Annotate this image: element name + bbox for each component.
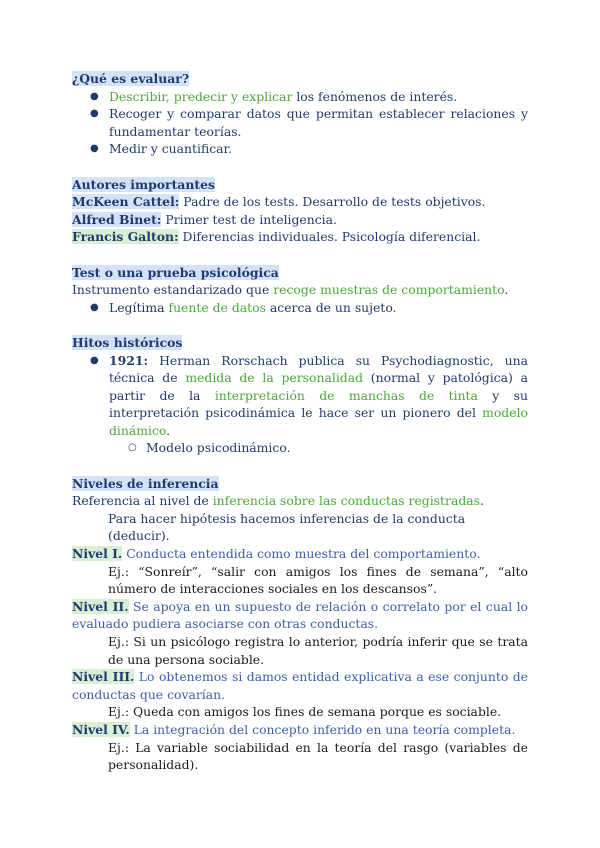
text: Modelo psicodinámico. — [146, 440, 291, 456]
highlight-text: inferencia sobre las conductas registradas — [212, 493, 481, 509]
level-label: Nivel IV. — [72, 721, 130, 737]
author-line — [72, 211, 528, 229]
item-text: Medir y cuantificar. — [109, 141, 233, 157]
document-page — [72, 70, 528, 774]
level-example: Ej.: La variable sociabilidad en la teoría del rasgo (variables de personalidad). — [108, 739, 528, 773]
highlight-text: medida de la personalidad — [185, 370, 364, 386]
list-item — [90, 105, 528, 140]
text: (normal y patológica) a partir de la — [109, 370, 528, 403]
heading-niveles: Niveles de inferencia — [72, 475, 219, 491]
sublist-item — [128, 439, 528, 457]
highlight-text: modelo dinámico — [109, 405, 528, 438]
level-example: Ej.: Si un psicólogo registra lo anterior, podría inferir que se trata de una persona sociable. — [108, 634, 528, 667]
year-label: 1921: — [109, 352, 149, 368]
bullet-icon: ● — [90, 354, 99, 366]
author-desc: Padre de los tests. Desarrollo de tests objetivos. — [179, 194, 486, 210]
circle-bullet-icon: ○ — [128, 442, 137, 454]
bullet-icon: ● — [90, 143, 99, 155]
sublist — [109, 439, 528, 457]
level-label: Nivel I. — [72, 546, 123, 562]
text: . — [504, 282, 509, 298]
level-example: Ej.: “Sonreír”, “salir con amigos los fines de semana”, “alto número de interacciones sociales en los descansos”. — [108, 563, 528, 597]
author-name: Francis Galton: — [72, 229, 179, 245]
text: Referencia al nivel de — [72, 493, 213, 509]
text: Legítima — [109, 299, 169, 315]
text: y su interpretación psicodinámica le hace ser un pionero del — [109, 387, 528, 421]
level-example: Ej.: Queda con amigos los fines de semana porque es sociable. — [108, 704, 502, 720]
bullet-icon: ● — [90, 108, 99, 120]
level-text: Lo obtenemos si damos entidad explicativa a ese conjunto de conductas que covarían. — [72, 669, 528, 702]
level-text: Se apoya en un supuesto de relación o correlato por el cual lo evaluado pudiera asociarse con otras conductas. — [72, 598, 528, 632]
heading-test: Test o una prueba psicológica — [72, 264, 279, 280]
highlight-text: interpretación de manchas de tinta — [214, 387, 478, 403]
list-item — [90, 352, 528, 458]
level-block — [72, 545, 528, 563]
author-line — [72, 228, 528, 246]
level-block — [72, 598, 528, 633]
level-label: Nivel III. — [72, 669, 135, 685]
item-text: los fenómenos de interés. — [292, 88, 458, 104]
author-desc: Diferencias individuales. Psicología diferencial. — [178, 229, 481, 245]
list-evaluar — [72, 88, 528, 158]
level-text: Conducta entendida como muestra del comportamiento. — [122, 546, 481, 562]
list-test — [72, 299, 528, 317]
highlight-text: Describir, predecir y explicar — [109, 88, 293, 104]
bullet-icon: ● — [90, 90, 99, 102]
heading-que-es-evaluar: ¿Qué es evaluar? — [72, 71, 190, 86]
level-text: La integración del concepto inferido en una teoría completa. — [129, 721, 516, 737]
text: . — [480, 493, 484, 509]
heading-autores: Autores importantes — [72, 176, 215, 192]
text: . — [166, 422, 171, 438]
niveles-ref — [72, 492, 528, 510]
list-hitos — [72, 352, 528, 458]
level-block — [72, 721, 528, 739]
test-definition — [72, 281, 528, 299]
niveles-hypothesis: Para hacer hipótesis hacemos inferencias de la conducta (deducir). — [108, 510, 466, 544]
item-text: Recoger y comparar datos que permitan establecer relaciones y fundamentar teorías. — [109, 106, 528, 139]
level-block — [72, 668, 528, 703]
list-item — [90, 88, 528, 106]
bullet-icon: ● — [90, 301, 99, 313]
text: acerca de un sujeto. — [265, 299, 397, 315]
list-item — [90, 140, 528, 158]
level-label: Nivel II. — [72, 598, 129, 614]
author-name: Alfred Binet: — [72, 211, 162, 227]
text: Instrumento estandarizado que — [72, 282, 274, 298]
text: Herman Rorschach publica su Psychodiagnostic, una técnica de — [109, 352, 528, 386]
author-name: McKeen Cattel: — [72, 194, 180, 210]
highlight-text: recoge muestras de comportamiento — [273, 282, 505, 298]
list-item — [90, 299, 528, 317]
author-desc: Primer test de inteligencia. — [161, 211, 337, 227]
highlight-text: fuente de datos — [168, 299, 266, 315]
heading-hitos: Hitos históricos — [72, 334, 183, 350]
author-line — [72, 193, 528, 211]
